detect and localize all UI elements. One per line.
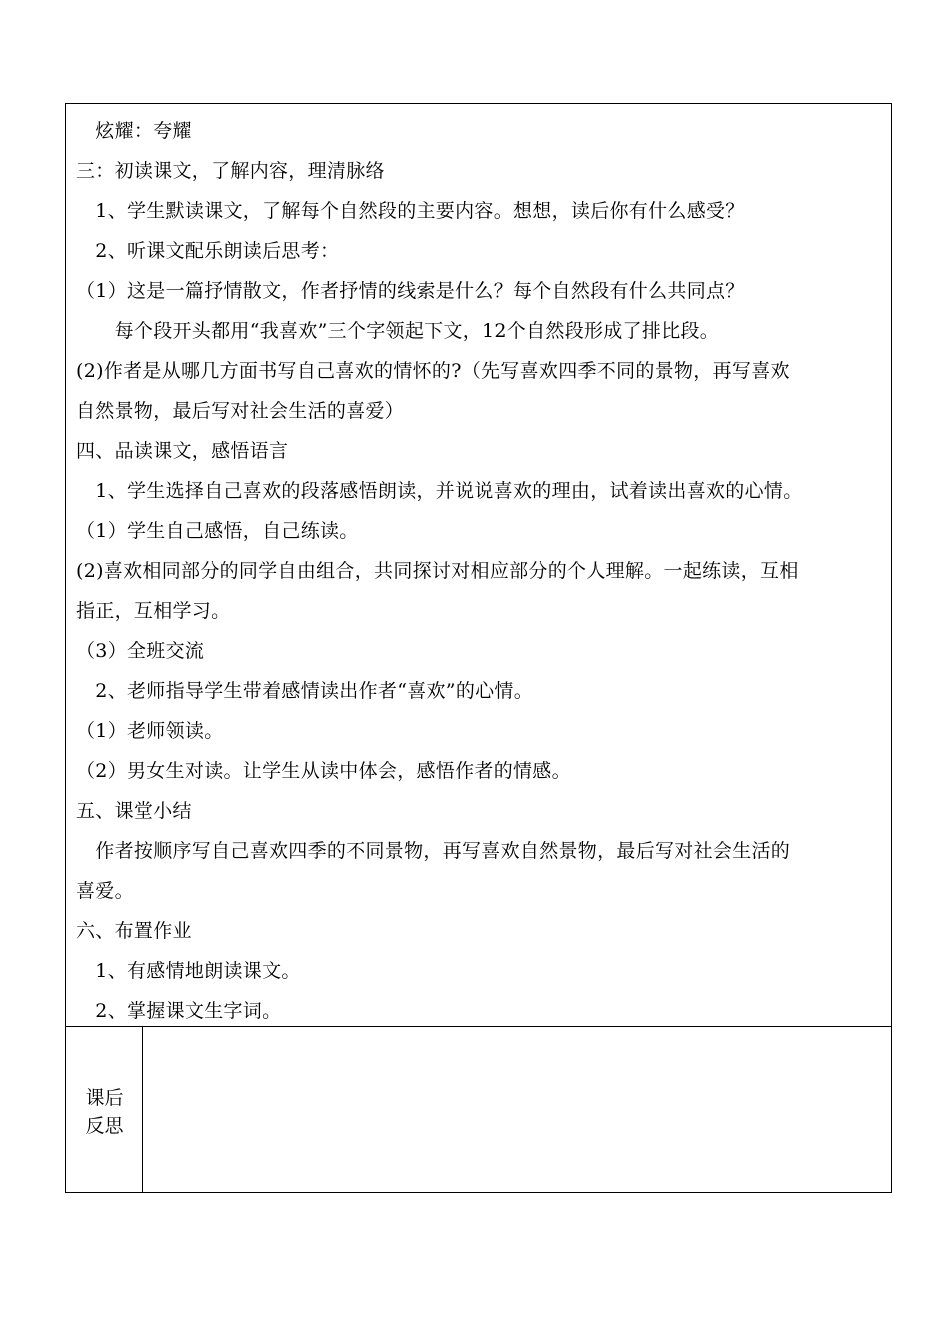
text-line: （2）男女生对读。让学生从读中体会，感悟作者的情感。	[76, 760, 571, 782]
text-line: 1、学生默读课文，了解每个自然段的主要内容。想想，读后你有什么感受？	[76, 200, 745, 222]
text-line: 作者按顺序写自己喜欢四季的不同景物，再写喜欢自然景物，最后写对社会生活的	[76, 840, 791, 862]
section-heading: 四、品读课文，感悟语言	[76, 440, 289, 462]
text-line: 炫耀：夸耀	[76, 120, 192, 142]
text-line: 1、学生选择自己喜欢的段落感悟朗读，并说说喜欢的理由，试着读出喜欢的心情。	[76, 480, 803, 502]
text-line: （1）这是一篇抒情散文，作者抒情的线索是什么？每个自然段有什么共同点？	[76, 280, 745, 302]
reflection-label-cell	[66, 1027, 143, 1192]
reflection-label-line: 课后	[85, 1087, 124, 1109]
text-line: 2、掌握课文生字词。	[76, 1000, 282, 1022]
text-line: 2、老师指导学生带着感情读出作者“喜欢”的心情。	[76, 680, 534, 702]
text-line: 2、听课文配乐朗读后思考：	[76, 240, 340, 262]
text-line: （1）老师领读。	[76, 720, 224, 742]
section-heading: 三：初读课文，了解内容，理清脉络	[76, 160, 385, 182]
lesson-content-cell	[66, 104, 891, 1027]
text-line: 1、有感情地朗读课文。	[76, 960, 301, 982]
reflection-body-cell[interactable]	[143, 1027, 891, 1192]
text-line: 每个段开头都用“我喜欢”三个字领起下文，12个自然段形成了排比段。	[76, 320, 720, 342]
reflection-label	[66, 1084, 143, 1140]
text-line: (2)喜欢相同部分的同学自由组合，共同探讨对相应部分的个人理解。一起练读，互相	[76, 560, 799, 582]
text-line: 自然景物，最后写对社会生活的喜爱）	[76, 400, 405, 422]
lesson-plan-table	[65, 103, 892, 1193]
text-line: 指正，互相学习。	[76, 600, 231, 622]
section-heading: 六、布置作业	[76, 920, 192, 942]
text-line: (2)作者是从哪几方面书写自己喜欢的情怀的?（先写喜欢四季不同的景物，再写喜欢	[76, 360, 790, 382]
text-line: （3）全班交流	[76, 640, 205, 662]
text-line: 喜爱。	[76, 880, 134, 902]
reflection-label-line: 反思	[85, 1115, 124, 1137]
section-heading: 五、课堂小结	[76, 800, 192, 822]
text-line: （1）学生自己感悟，自己练读。	[76, 520, 359, 542]
